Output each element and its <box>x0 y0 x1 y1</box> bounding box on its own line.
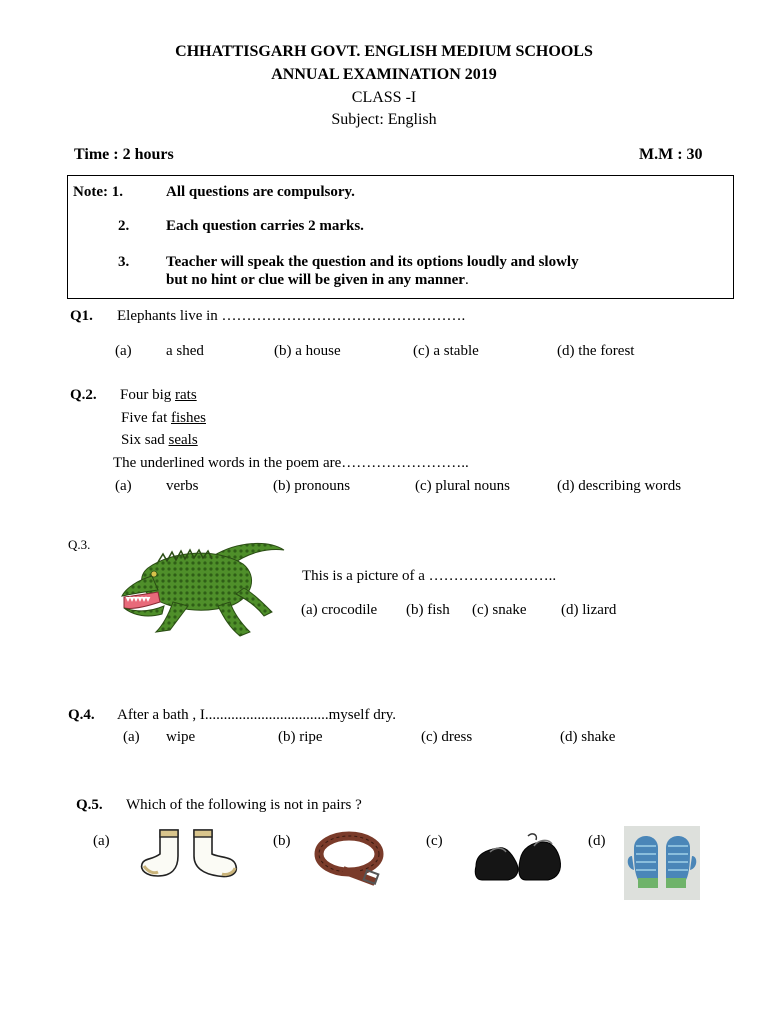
q2-poem-line-3 <box>121 432 198 449</box>
q1-option-b: (b) a house <box>274 343 341 359</box>
mittens-image <box>624 826 700 900</box>
q1-option-a-label: (a) <box>115 343 132 359</box>
max-marks-label: M.M : 30 <box>639 146 703 163</box>
q4-option-a: wipe <box>166 729 196 745</box>
shoes-image <box>472 830 564 886</box>
subject-label: Subject: English <box>331 111 437 128</box>
note-item-2: Each question carries 2 marks. <box>166 218 364 234</box>
class-label: CLASS -I <box>351 89 417 106</box>
q1-number: Q1. <box>70 308 93 324</box>
q5-number: Q.5. <box>76 797 103 813</box>
q3-option-a: (a) crocodile <box>301 602 378 618</box>
note-period: . <box>464 272 469 288</box>
q2-underlined-1: rats <box>175 387 197 403</box>
q4-text: After a bath , I.................................myself dry. <box>117 707 396 723</box>
q5-option-b-label: (b) <box>273 833 291 849</box>
q2-option-a: verbs <box>166 478 199 494</box>
q2-underlined-3: seals <box>168 432 198 448</box>
q4-option-c: (c) dress <box>421 729 473 745</box>
socks-image <box>138 826 242 880</box>
note-item-3-cont-text: but no hint or clue will be given in any manner <box>166 272 465 288</box>
q4-option-a-label: (a) <box>123 729 140 745</box>
school-title: CHHATTISGARH GOVT. ENGLISH MEDIUM SCHOOLS <box>175 43 593 60</box>
q1-text: Elephants live in …………………………………………. <box>117 308 466 324</box>
q2-poem-text-3: Six sad <box>121 432 169 448</box>
q2-stem: The underlined words in the poem are…………………….. <box>113 455 469 471</box>
q2-poem-line-1 <box>120 387 197 404</box>
q4-option-b: (b) ripe <box>278 729 323 745</box>
q3-option-b: (b) fish <box>406 602 450 618</box>
time-label: Time : 2 hours <box>74 146 174 163</box>
note-num-2: 2. <box>118 218 130 234</box>
crocodile-image <box>118 536 286 644</box>
q3-text: This is a picture of a …………………….. <box>302 568 557 584</box>
q1-option-a: a shed <box>166 343 204 359</box>
q3-number: Q.3. <box>68 537 91 552</box>
q2-poem-line-2 <box>121 410 206 427</box>
q5-text: Which of the following is not in pairs ? <box>126 797 362 813</box>
q2-option-a-label: (a) <box>115 478 132 494</box>
q5-option-a-label: (a) <box>93 833 110 849</box>
q4-number: Q.4. <box>68 707 95 723</box>
q3-option-c: (c) snake <box>472 602 527 618</box>
q3-option-d: (d) lizard <box>561 602 617 618</box>
note-num-3: 3. <box>118 254 130 270</box>
q2-underlined-2: fishes <box>171 410 206 426</box>
q4-option-d: (d) shake <box>560 729 616 745</box>
note-item-3: Teacher will speak the question and its options loudly and slowly <box>166 254 579 270</box>
exam-title: ANNUAL EXAMINATION 2019 <box>271 66 497 83</box>
q2-poem-text-2: Five fat <box>121 410 171 426</box>
q2-poem-text-1: Four big <box>120 387 176 403</box>
q2-option-d: (d) describing words <box>557 478 682 494</box>
belt-image <box>313 826 385 886</box>
q2-option-c: (c) plural nouns <box>415 478 510 494</box>
note-item-3-cont <box>166 272 469 289</box>
q5-option-c-label: (c) <box>426 833 443 849</box>
q2-option-b: (b) pronouns <box>273 478 351 494</box>
q5-option-d-label: (d) <box>588 833 606 849</box>
q1-option-d: (d) the forest <box>557 343 635 359</box>
q2-number: Q.2. <box>70 387 97 403</box>
note-item-1: All questions are compulsory. <box>166 184 355 200</box>
q1-option-c: (c) a stable <box>413 343 479 359</box>
note-label: Note: 1. <box>73 184 123 200</box>
